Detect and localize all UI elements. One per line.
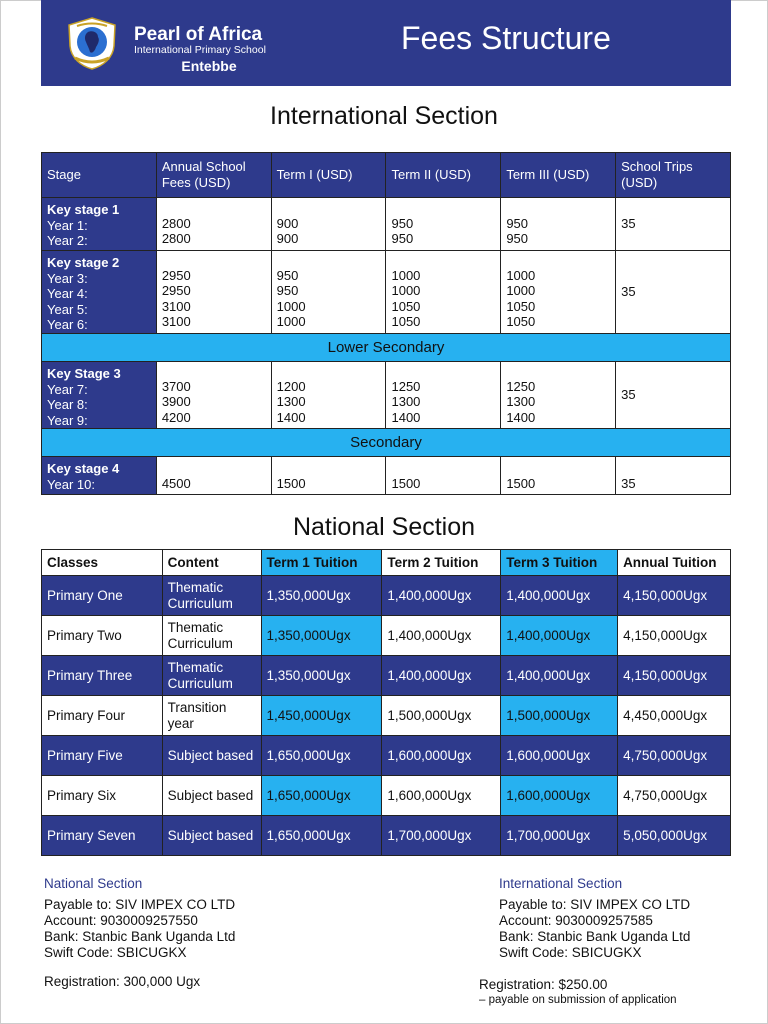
key-stage-1-row — [42, 198, 731, 251]
table-row — [42, 576, 731, 616]
registration-note: – payable on submission of application — [479, 994, 677, 1006]
annual-fees-cell — [156, 362, 271, 429]
fee-value: 3100 — [161, 314, 191, 330]
column-header: School Trips (USD) — [616, 153, 731, 198]
fee-value: 1000 — [391, 283, 421, 299]
fee-value: 1000 — [506, 283, 536, 299]
band-row — [42, 429, 731, 457]
term3-cell — [501, 362, 616, 429]
content-cell: Subject based — [162, 736, 261, 776]
national-payment-details — [44, 876, 235, 990]
header-banner — [41, 0, 731, 86]
term3-cell: 1500 — [501, 457, 616, 495]
year-label: Year 2: — [47, 233, 88, 249]
international-registration — [479, 977, 677, 1008]
year-label: Year 3: — [47, 270, 88, 286]
class-cell: Primary Three — [42, 656, 163, 696]
payment-line: Account: 9030009257550 — [44, 913, 198, 928]
term3-cell: 1,400,000Ugx — [501, 616, 618, 656]
stage-label: Key stage 2 — [47, 255, 120, 270]
fee-value: 1300 — [391, 394, 421, 410]
payment-line: Swift Code: SBICUGKX — [499, 945, 642, 960]
term2-cell: 1,600,000Ugx — [382, 776, 501, 816]
table-row — [42, 816, 731, 856]
fee-value: 950 — [391, 215, 414, 231]
annual-fees-cell: 4500 — [156, 457, 271, 495]
column-header: Stage — [42, 153, 157, 198]
annual-cell: 4,450,000Ugx — [618, 696, 731, 736]
term3-cell: 1,500,000Ugx — [501, 696, 618, 736]
registration-fee: Registration: $250.00 — [479, 977, 608, 992]
payment-line: Bank: Stanbic Bank Uganda Ltd — [44, 929, 236, 944]
fee-value: 950 — [506, 215, 529, 231]
column-header: Term I (USD) — [271, 153, 386, 198]
term3-cell: 1,600,000Ugx — [501, 776, 618, 816]
term1-cell — [271, 251, 386, 334]
fee-value: 3700 — [161, 378, 191, 394]
key-stage-3-row — [42, 362, 731, 429]
term2-cell: 1,400,000Ugx — [382, 576, 501, 616]
fee-value: 3100 — [161, 298, 191, 314]
fee-value: 1300 — [276, 394, 306, 410]
fee-value: 1000 — [276, 314, 306, 330]
fee-value: 1400 — [391, 409, 421, 425]
school-name: Pearl of Africa — [134, 24, 263, 45]
international-section-title: International Section — [270, 102, 498, 130]
fee-value: 1000 — [276, 298, 306, 314]
fee-value: 1400 — [276, 409, 306, 425]
payment-line: Account: 9030009257585 — [499, 913, 653, 928]
payment-section-title: National Section — [44, 876, 143, 891]
term3-cell — [501, 198, 616, 251]
fee-value: 900 — [276, 215, 299, 231]
column-header: Term 2 Tuition — [382, 550, 501, 576]
term2-cell — [386, 198, 501, 251]
international-header-row — [42, 153, 731, 198]
school-town: Entebbe — [181, 58, 237, 74]
school-crest-icon — [65, 16, 119, 70]
fee-value: 2800 — [161, 215, 191, 231]
term2-cell: 1,500,000Ugx — [382, 696, 501, 736]
class-cell: Primary One — [42, 576, 163, 616]
year-label: Year 9: — [47, 412, 88, 428]
trips-cell: 35 — [616, 251, 731, 334]
column-header: Annual School Fees (USD) — [156, 153, 271, 198]
term1-cell: 1,650,000Ugx — [261, 776, 382, 816]
term1-cell — [271, 198, 386, 251]
stage-cell — [42, 198, 157, 251]
term1-cell: 1500 — [271, 457, 386, 495]
term2-cell: 1,600,000Ugx — [382, 736, 501, 776]
term1-cell — [271, 362, 386, 429]
fee-value: 4200 — [161, 409, 191, 425]
term2-cell — [386, 362, 501, 429]
annual-cell: 4,150,000Ugx — [618, 656, 731, 696]
stage-label: Key Stage 3 — [47, 366, 121, 381]
annual-cell: 4,150,000Ugx — [618, 576, 731, 616]
fee-value: 2950 — [161, 267, 191, 283]
term3-cell: 1,700,000Ugx — [501, 816, 618, 856]
fee-value: 1300 — [506, 394, 536, 410]
content-cell: Subject based — [162, 776, 261, 816]
registration-fee: Registration: 300,000 Ugx — [44, 974, 201, 989]
annual-fees-cell — [156, 251, 271, 334]
term1-cell: 1,350,000Ugx — [261, 576, 382, 616]
class-cell: Primary Two — [42, 616, 163, 656]
trips-cell: 35 — [616, 457, 731, 495]
fee-value: 1250 — [506, 378, 536, 394]
content-cell: Thematic Curriculum — [162, 656, 261, 696]
term1-cell: 1,450,000Ugx — [261, 696, 382, 736]
stage-cell — [42, 251, 157, 334]
fee-value: 1050 — [391, 298, 421, 314]
class-cell: Primary Five — [42, 736, 163, 776]
term3-cell: 1,400,000Ugx — [501, 656, 618, 696]
fee-value: 1050 — [506, 314, 536, 330]
fee-value: 2800 — [161, 231, 191, 247]
content-cell: Transition year — [162, 696, 261, 736]
annual-cell: 4,150,000Ugx — [618, 616, 731, 656]
column-header: Classes — [42, 550, 163, 576]
page-title: Fees Structure — [401, 20, 611, 56]
term3-cell: 1,400,000Ugx — [501, 576, 618, 616]
class-cell: Primary Six — [42, 776, 163, 816]
fee-value: 1400 — [506, 409, 536, 425]
payment-section-title: International Section — [499, 876, 623, 891]
annual-cell: 5,050,000Ugx — [618, 816, 731, 856]
column-header: Term III (USD) — [501, 153, 616, 198]
content-cell: Thematic Curriculum — [162, 616, 261, 656]
payment-line: Swift Code: SBICUGKX — [44, 945, 187, 960]
class-cell: Primary Seven — [42, 816, 163, 856]
fee-value: 950 — [506, 231, 529, 247]
national-header-row — [42, 550, 731, 576]
term2-cell: 1500 — [386, 457, 501, 495]
term1-cell: 1,650,000Ugx — [261, 736, 382, 776]
term3-cell — [501, 251, 616, 334]
national-fees-table — [41, 549, 731, 856]
band-label: Lower Secondary — [42, 334, 731, 362]
term2-cell: 1,400,000Ugx — [382, 656, 501, 696]
international-payment-details — [499, 876, 690, 961]
column-header: Term 1 Tuition — [261, 550, 382, 576]
term2-cell: 1,400,000Ugx — [382, 616, 501, 656]
annual-cell: 4,750,000Ugx — [618, 776, 731, 816]
column-header: Term II (USD) — [386, 153, 501, 198]
fee-value: 1000 — [506, 267, 536, 283]
term2-cell: 1,700,000Ugx — [382, 816, 501, 856]
stage-label: Key stage 4 — [47, 461, 120, 477]
term2-cell — [386, 251, 501, 334]
table-row — [42, 616, 731, 656]
school-subtitle: International Primary School — [134, 44, 266, 56]
fee-value: 950 — [276, 267, 299, 283]
year-label: Year 4: — [47, 286, 88, 302]
column-header: Annual Tuition — [618, 550, 731, 576]
fee-value: 900 — [276, 231, 299, 247]
national-section-title: National Section — [292, 513, 476, 541]
fee-value: 1200 — [276, 378, 306, 394]
class-cell: Primary Four — [42, 696, 163, 736]
stage-label: Key stage 1 — [47, 202, 120, 217]
payment-line: Payable to: SIV IMPEX CO LTD — [499, 897, 691, 912]
fee-value: 1250 — [391, 378, 421, 394]
term1-cell: 1,350,000Ugx — [261, 656, 382, 696]
year-label: Year 5: — [47, 301, 88, 317]
annual-fees-cell — [156, 198, 271, 251]
term1-cell: 1,350,000Ugx — [261, 616, 382, 656]
content-cell: Subject based — [162, 816, 261, 856]
year-label: Year 1: — [47, 217, 88, 233]
stage-cell — [42, 457, 157, 495]
column-header: Content — [162, 550, 261, 576]
fee-value: 1050 — [391, 314, 421, 330]
content-cell: Thematic Curriculum — [162, 576, 261, 616]
international-fees-table — [41, 152, 731, 495]
table-row — [42, 656, 731, 696]
fee-value: 2950 — [161, 283, 191, 299]
table-row — [42, 696, 731, 736]
table-row — [42, 736, 731, 776]
column-header: Term 3 Tuition — [501, 550, 618, 576]
key-stage-4-row — [42, 457, 731, 495]
term1-cell: 1,650,000Ugx — [261, 816, 382, 856]
year-label: Year 8: — [47, 397, 88, 413]
payment-line: Payable to: SIV IMPEX CO LTD — [44, 897, 236, 912]
stage-cell — [42, 362, 157, 429]
key-stage-2-row — [42, 251, 731, 334]
table-row — [42, 776, 731, 816]
trips-cell: 35 — [616, 198, 731, 251]
band-label: Secondary — [42, 429, 731, 457]
band-row — [42, 334, 731, 362]
annual-cell: 4,750,000Ugx — [618, 736, 731, 776]
fee-value: 950 — [276, 283, 299, 299]
fee-value: 3900 — [161, 394, 191, 410]
year-label: Year 6: — [47, 317, 88, 333]
term3-cell: 1,600,000Ugx — [501, 736, 618, 776]
year-label: Year 7: — [47, 381, 88, 397]
trips-cell: 35 — [616, 362, 731, 429]
fee-value: 1000 — [391, 267, 421, 283]
payment-line: Bank: Stanbic Bank Uganda Ltd — [499, 929, 691, 944]
year-label: Year 10: — [47, 476, 95, 492]
fee-value: 1050 — [506, 298, 536, 314]
fee-value: 950 — [391, 231, 414, 247]
